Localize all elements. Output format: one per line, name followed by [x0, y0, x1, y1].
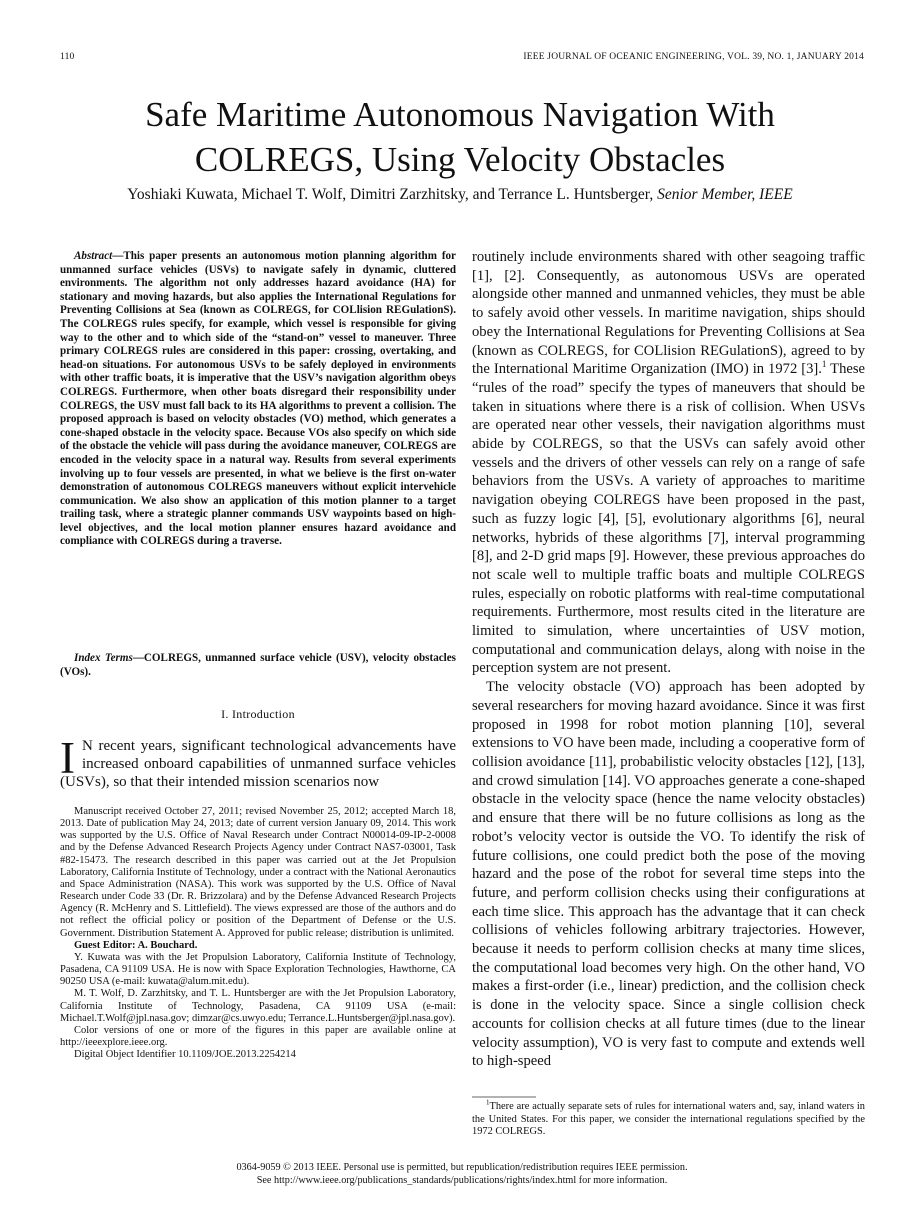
manuscript-note: Manuscript received October 27, 2011; revised November 25, 2012; accepted March 18, 2013. Date of publication May 24, 2013; date of current version January 09, 2014. This work was supported by the U.S. Office of Naval Research under Contract N00014-09-IP-2-0008 and by the Defense Advanced Research Projects Agency under Contract NAS7-03001, Task #82-15473. The research described in this paper was carried out at the Jet Propulsion Laboratory, California Institute of Technology, under a contract with the National Aeronautics and Space Administration (NASA). This work was supported by the U.S. Office of Naval Research under Code 33 (Dr. R. Brizzolara) and by the Defense Advanced Research Projects Agency (R. McHenry and S. Littlefield). The views expressed are those of the authors and do not reflect the official policy or position of the Department of Defense or the U.S. Government. Distribution Statement A. Approved for public release; distribution is unlimited. [60, 806, 456, 939]
footnote-rule [472, 1096, 536, 1098]
author-names: Yoshiaki Kuwata, Michael T. Wolf, Dimitri Zarzhitsky, and Terrance L. Huntsberger, [127, 186, 654, 203]
section-heading: I. Introduction [221, 707, 295, 721]
copyright-notice [60, 1161, 864, 1188]
body-paragraph-2: The velocity obstacle (VO) approach has been adopted by several researchers for moving hazard avoidance. Since it was first proposed in 1998 for robot motion planning [10], several extensions to VO have been made, including a cooperative form of collision avoidance [11], probabilistic velocity obstacles [12], [13], and crowd simulation [14]. VO approaches generate a cone-shaped obstacle in the velocity space (hence the name velocity obstacles) and ensure that there will be no future collisions as long as the robot’s velocity vector is outside the VO. To identify the risk of future collisions, one could predict both the pose of the moving hazard and the pose of the robot for several time steps into the future, and perform collision checks using their configurations at each time slice. This approach has the advantage that it can check collisions of vehicles following arbitrary trajectories. However, because it needs to perform collision checks at many time slices, the computational load becomes very high. On the other hand, VO makes a first-order (i.e., linear) prediction, and the collision check is done in the velocity space. Since a single collision check accounts for collision checks at all future times (due to the linear velocity assumption), VO is very fast to compute and extends well to high-speed [472, 679, 865, 1070]
kuwata-affiliation: Y. Kuwata was with the Jet Propulsion Laboratory, California Institute of Technology, Pasadena, CA 91109 USA. He is now with Space Exploration Technologies, Hawthorne, CA 90250 USA (e-mail: kuwata@alum.mit.edu). [60, 951, 456, 988]
coauthor-affiliation: M. T. Wolf, D. Zarzhitsky, and T. L. Huntsberger are with the Jet Propulsion Laboratory, California Institute of Technology, Pasadena, CA 91109 USA (e-mail: Michael.T.Wolf@jpl.nasa.gov; dimzar@cs.uwyo.edu; Terrance.L.Huntsberger@jpl.nasa.gov). [60, 988, 456, 1024]
right-column-body [472, 248, 865, 1071]
journal-name: IEEE JOURNAL OF OCEANIC ENGINEERING, VOL. 39, NO. 1, JANUARY 2014 [523, 52, 864, 62]
copyright-line-1: 0364-9059 © 2013 IEEE. Personal use is permitted, but republication/redistribution requires IEEE permission. [236, 1162, 688, 1173]
abstract-text: —This paper presents an autonomous motion planning algorithm for unmanned surface vehicles (USVs) to navigate safely in dynamic, cluttered environments. The algorithm not only addresses hazard avoidance (HA) for stationary and moving hazards, but also applies the International Regulations for Preventing Collisions at Sea (known as COLREGS, for COLlision REGulationS). The COLREGS rules specify, for example, which vessel is responsible for giving way to the other and to which side of the “stand-on” vessel to maneuver. Three primary COLREGS rules are considered in this paper: crossing, overtaking, and head-on situations. For autonomous USVs to be safely deployed in environments with other traffic boats, it is imperative that the USV’s navigation algorithm obeys COLREGS. Furthermore, when other boats disregard their responsibility under COLREGS, the USV must fall back to its HA algorithms to prevent a collision. The proposed approach is based on velocity obstacles (VO) method, which generates a cone-shaped obstacle in the velocity space. Because VOs also specify on which side of the obstacle the vehicle will pass during the avoidance maneuver, COLREGS are encoded in the velocity space in a natural way. Results from several experiments involving up to four vessels are presented, in what we believe is the first on-water demonstration of autonomous COLREGS maneuvers without explicit intervehicle communication. We also show an application of this motion planner to a target trailing task, where a strategic planner commands USV waypoints based on high-level objectives, and the local motion planner ensures hazard avoidance and compliance with COLREGS during a traverse. [60, 250, 456, 548]
abstract [60, 250, 456, 549]
footnote-1 [472, 1098, 865, 1139]
guest-editor-note: Guest Editor: A. Bouchard. [74, 939, 198, 951]
index-terms-lead: Index Terms [74, 652, 133, 664]
index-terms [60, 652, 456, 679]
abstract-lead: Abstract [74, 250, 113, 262]
footnote-1-mark: 1 [486, 1098, 490, 1107]
drop-cap: I [60, 733, 75, 783]
author-role: Senior Member, IEEE [657, 186, 793, 203]
footnote-1-text: There are actually separate sets of rules for international waters and, say, inland waters in the United States. For this paper, we consider the international regulations specified by the 1972 COLREGS. [472, 1101, 865, 1138]
index-terms-text: —COLREGS, unmanned surface vehicle (USV), velocity obstacles (VOs). [60, 652, 456, 678]
paper-title [40, 92, 880, 182]
body-paragraph-1-b: These “rules of the road” specify the types of maneuvers that should be taken in situations where there is a risk of collision. When USVs are operated near other vessels, their navigation algorithms must abide by COLREGS, so that the USVs can safely avoid other vessels and the drivers of other vessels can rely on a range of safe behaviors from the USVs. A variety of approaches to maritime navigation obeying COLREGS have been proposed in the past, such as fuzzy logic [4], [5], evolutionary algorithms [6], neural networks, hybrids of these algorithms [7], interval programming [8], and 2-D grid maps [9]. However, these previous approaches do not scale well to multiple traffic boats and multiple COLREGS rules, especially on robotic platforms with real-time computational requirements. Furthermore, most results cited in the literature are limited to simulation, where uncertainties of USV motion, computational and communication delays, along with noise in the perception system are not present. [472, 361, 866, 677]
author-list [40, 186, 880, 204]
running-header [60, 52, 864, 66]
title-line-1: Safe Maritime Autonomous Navigation With [145, 95, 775, 134]
intro-paragraph [60, 733, 456, 791]
body-paragraph-1-a: routinely include environments shared with other seagoing traffic [1], [2]. Consequently, as autonomous USVs are operated alongside other manned and unmanned vehicles, they must be able to safely avoid other vessels. In maritime navigation, ships should obey the International Regulations for Preventing Collisions at Sea (known as COLREGS, for COLlision REGulationS), agreed to by the International Maritime Organization (IMO) in 1972 [3]. [472, 249, 865, 378]
body-paragraph-1 [472, 248, 865, 678]
footnote-ref-1: 1 [821, 359, 827, 370]
first-page-footnotes [60, 806, 456, 1061]
page-number: 110 [60, 52, 75, 62]
title-line-2: COLREGS, Using Velocity Obstacles [194, 140, 726, 179]
color-figures-note: Color versions of one or more of the figures in this paper are available online at http://ieeexplore.ieee.org. [60, 1024, 456, 1048]
doi-note: Digital Object Identifier 10.1109/JOE.2013.2254214 [74, 1049, 296, 1061]
copyright-line-2: See http://www.ieee.org/publications_standards/publications/rights/index.html for more information. [256, 1175, 668, 1187]
intro-text: N recent years, significant technological advancements have increased onboard capabilities of unmanned surface vehicles (USVs), so that their intended mission scenarios now [60, 738, 456, 790]
